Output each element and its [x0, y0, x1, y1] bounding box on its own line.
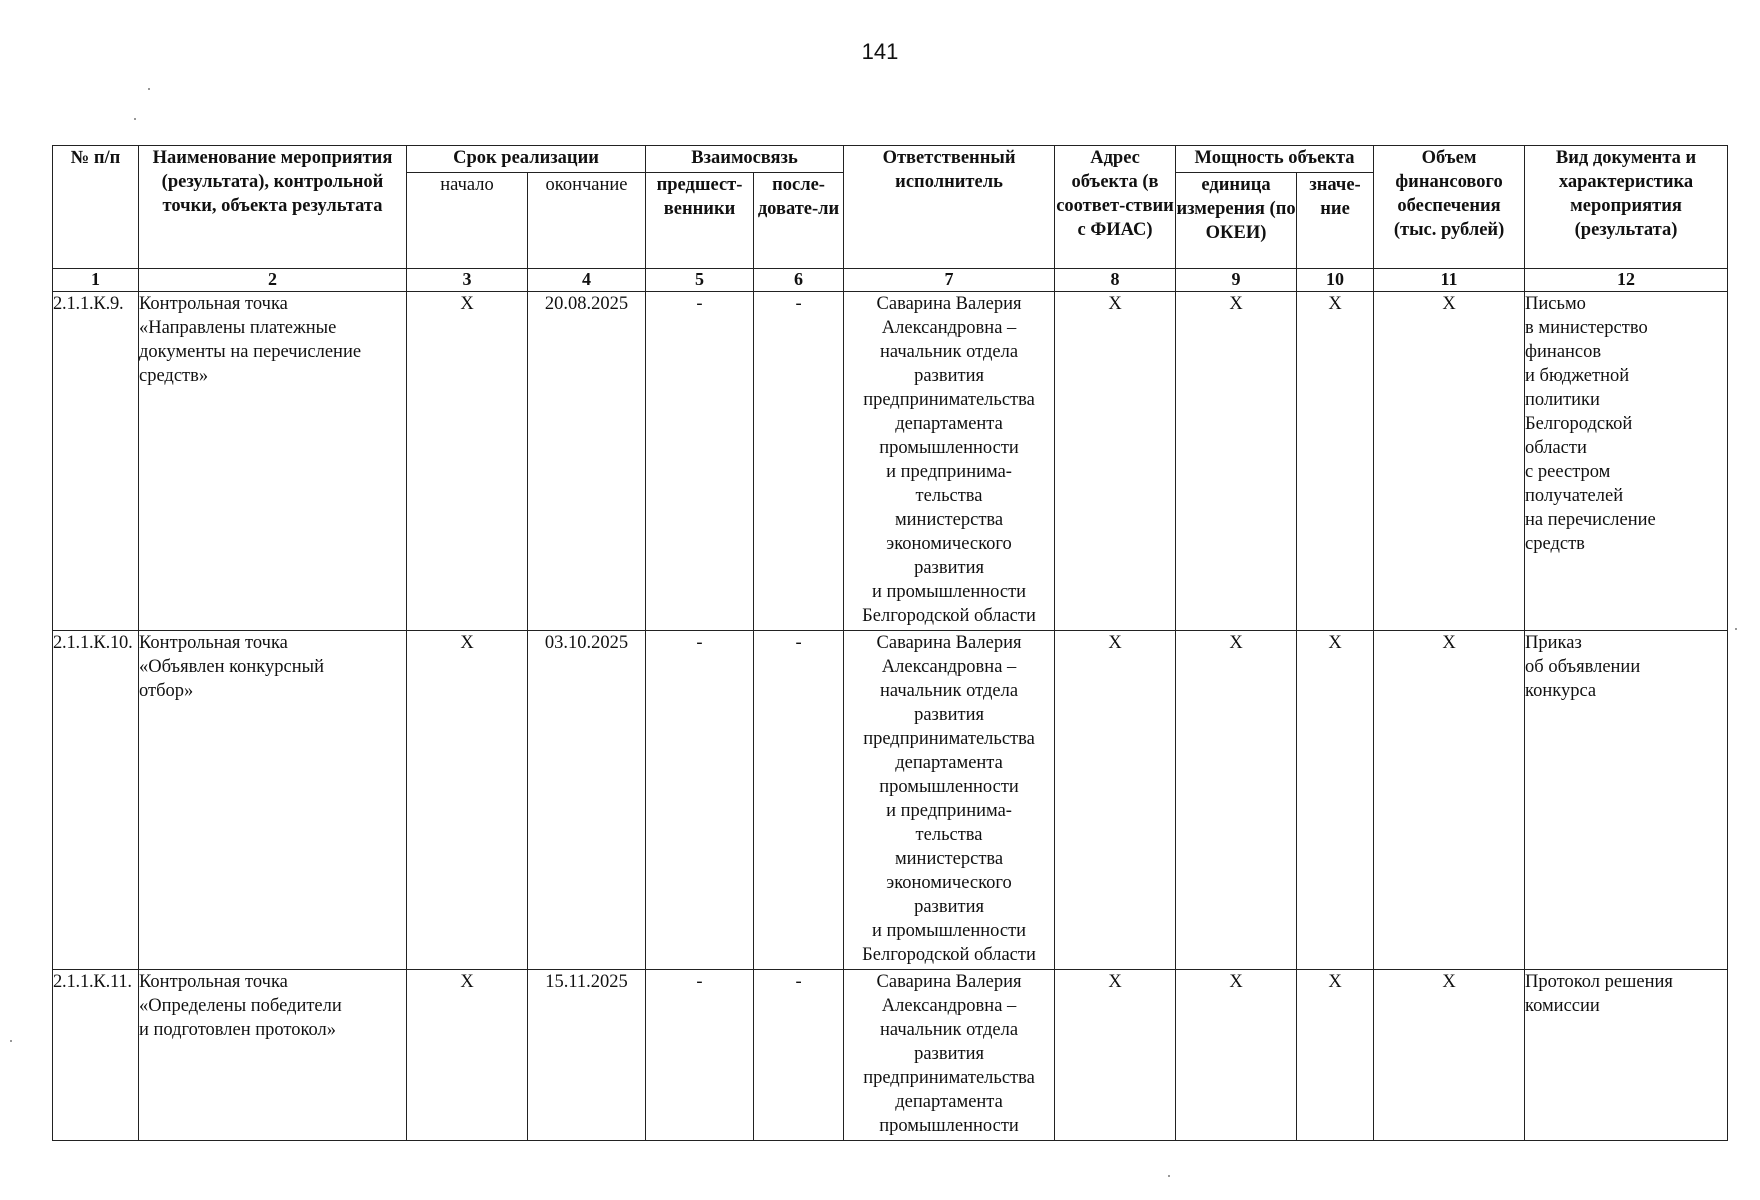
- table-row: [53, 970, 1728, 1141]
- header-value: значе-ние: [1297, 173, 1374, 269]
- row-start: X: [407, 970, 528, 1141]
- row-document: Приказ об объявлении конкурса: [1525, 631, 1728, 970]
- column-number: 8: [1055, 269, 1176, 292]
- table-header: [53, 146, 1728, 292]
- column-number: 7: [844, 269, 1055, 292]
- row-responsible: Саварина Валерия Александровна – начальник отдела развития предпринимательства департамента промышленности и предпринима- тельства министерства экономического развития и промышленности Белгородской области: [844, 631, 1055, 970]
- header-successors: после-довате-ли: [754, 173, 844, 269]
- row-code: 2.1.1.К.9.: [53, 292, 139, 631]
- row-address: X: [1055, 970, 1176, 1141]
- row-start: X: [407, 292, 528, 631]
- row-start: X: [407, 631, 528, 970]
- column-number: 6: [754, 269, 844, 292]
- row-responsible: Саварина Валерия Александровна – начальник отдела развития предпринимательства департамента промышленности и предпринима- тельства министерства экономического развития и промышленности Белгородской области: [844, 292, 1055, 631]
- row-successors: -: [754, 970, 844, 1141]
- row-name: Контрольная точка «Направлены платежные документы на перечисление средств»: [139, 292, 407, 631]
- row-predecessors: -: [646, 292, 754, 631]
- row-code: 2.1.1.К.11.: [53, 970, 139, 1141]
- header-power-group: Мощность объекта: [1176, 146, 1374, 173]
- column-number: 1: [53, 269, 139, 292]
- scan-speck: [1168, 1175, 1170, 1177]
- header-address: Адрес объекта (в соответ-ствии с ФИАС): [1055, 146, 1176, 269]
- row-predecessors: -: [646, 970, 754, 1141]
- header-term-group: Срок реализации: [407, 146, 646, 173]
- scan-speck: [1735, 628, 1737, 630]
- header-unit: единица измерения (по ОКЕИ): [1176, 173, 1297, 269]
- column-numbers-row: [53, 269, 1728, 292]
- row-unit: X: [1176, 631, 1297, 970]
- column-number: 12: [1525, 269, 1728, 292]
- row-name: Контрольная точка «Объявлен конкурсный отбор»: [139, 631, 407, 970]
- row-document: Письмо в министерство финансов и бюджетной политики Белгородской области с реестром получателей на перечисление средств: [1525, 292, 1728, 631]
- row-address: X: [1055, 631, 1176, 970]
- row-end: 03.10.2025: [528, 631, 646, 970]
- scan-speck: [10, 1040, 12, 1042]
- row-value: X: [1297, 631, 1374, 970]
- table-row: [53, 292, 1728, 631]
- header-num: № п/п: [53, 146, 139, 269]
- control-points-table: [52, 145, 1728, 1141]
- header-link-group: Взаимосвязь: [646, 146, 844, 173]
- column-number: 3: [407, 269, 528, 292]
- row-name: Контрольная точка «Определены победители и подготовлен протокол»: [139, 970, 407, 1141]
- column-number: 9: [1176, 269, 1297, 292]
- row-end: 20.08.2025: [528, 292, 646, 631]
- column-number: 11: [1374, 269, 1525, 292]
- row-end: 15.11.2025: [528, 970, 646, 1141]
- row-financing: X: [1374, 631, 1525, 970]
- row-successors: -: [754, 292, 844, 631]
- scan-speck: [134, 118, 136, 120]
- row-document: Протокол решения комиссии: [1525, 970, 1728, 1141]
- column-number: 5: [646, 269, 754, 292]
- row-responsible: Саварина Валерия Александровна – начальник отдела развития предпринимательства департамента промышленности: [844, 970, 1055, 1141]
- table-row: [53, 631, 1728, 970]
- column-number: 10: [1297, 269, 1374, 292]
- row-financing: X: [1374, 292, 1525, 631]
- column-number: 4: [528, 269, 646, 292]
- row-financing: X: [1374, 970, 1525, 1141]
- header-end: окончание: [528, 173, 646, 269]
- header-responsible: Ответственный исполнитель: [844, 146, 1055, 269]
- row-successors: -: [754, 631, 844, 970]
- row-address: X: [1055, 292, 1176, 631]
- header-name: Наименование мероприятия (результата), контрольной точки, объекта результата: [139, 146, 407, 269]
- header-financing: Объем финансового обеспечения (тыс. рублей): [1374, 146, 1525, 269]
- row-value: X: [1297, 292, 1374, 631]
- row-unit: X: [1176, 292, 1297, 631]
- page-number: 141: [861, 39, 899, 64]
- column-number: 2: [139, 269, 407, 292]
- header-start: начало: [407, 173, 528, 269]
- row-value: X: [1297, 970, 1374, 1141]
- header-predecessors: предшест-венники: [646, 173, 754, 269]
- scan-speck: [148, 88, 150, 90]
- header-document: Вид документа и характеристика мероприятия (результата): [1525, 146, 1728, 269]
- row-unit: X: [1176, 970, 1297, 1141]
- row-predecessors: -: [646, 631, 754, 970]
- row-code: 2.1.1.К.10.: [53, 631, 139, 970]
